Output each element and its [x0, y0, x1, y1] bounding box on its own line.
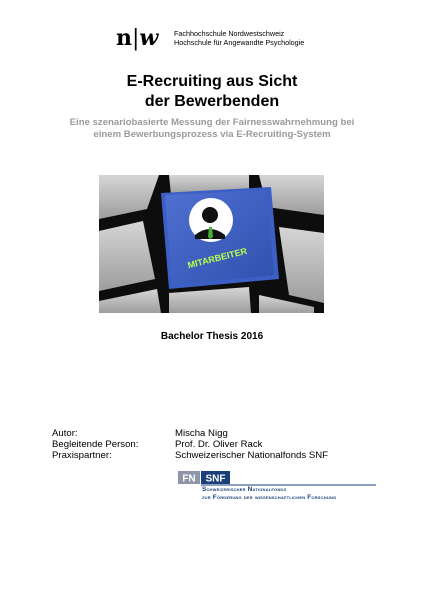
snf-line-1: Schweizerischer Nationalfonds: [202, 486, 287, 493]
subtitle-line-2: einem Bewerbungsprozess via E-Recruiting-System: [93, 129, 331, 140]
person-head-icon: [202, 207, 218, 223]
logo-w: w: [139, 25, 158, 51]
author-label: Autor:: [52, 428, 78, 439]
key-label: MITARBEITER: [186, 245, 249, 271]
thesis-type: Bachelor Thesis 2016: [160, 331, 264, 342]
snf-logo-text: [202, 486, 336, 502]
title-line-1: E-Recruiting aus Sicht: [126, 73, 298, 90]
partner-value: Schweizerischer Nationalfonds SNF: [175, 450, 329, 461]
author-value: Mischa Nigg: [175, 428, 228, 439]
logo-n: n: [116, 25, 131, 51]
page-title: [0, 72, 424, 112]
fhnw-logo: [116, 27, 157, 50]
title-line-2: der Bewerbenden: [144, 93, 280, 110]
blue-key: [161, 187, 279, 289]
logo-snf: SNF: [205, 473, 226, 485]
supervisor-value: Prof. Dr. Oliver Rack: [175, 439, 263, 450]
logo-fn: FN: [182, 473, 196, 485]
supervisor-label: Begleitende Person:: [52, 439, 139, 450]
institution-line-1: Fachhochschule Nordwestschweiz: [174, 29, 285, 38]
partner-label: Praxispartner:: [52, 450, 112, 461]
institution-line-2: Hochschule für Angewandte Psychologie: [174, 38, 305, 47]
logo-separator: |: [132, 26, 139, 51]
page-subtitle: [40, 117, 384, 141]
subtitle-line-1: Eine szenariobasierte Messung der Fairnesswahrnehmung bei: [69, 117, 355, 128]
keyboard-image: [99, 175, 324, 313]
institution-name: [174, 29, 304, 47]
snf-line-2: zur Förderung der wissenschaftlichen Forschung: [202, 494, 337, 501]
